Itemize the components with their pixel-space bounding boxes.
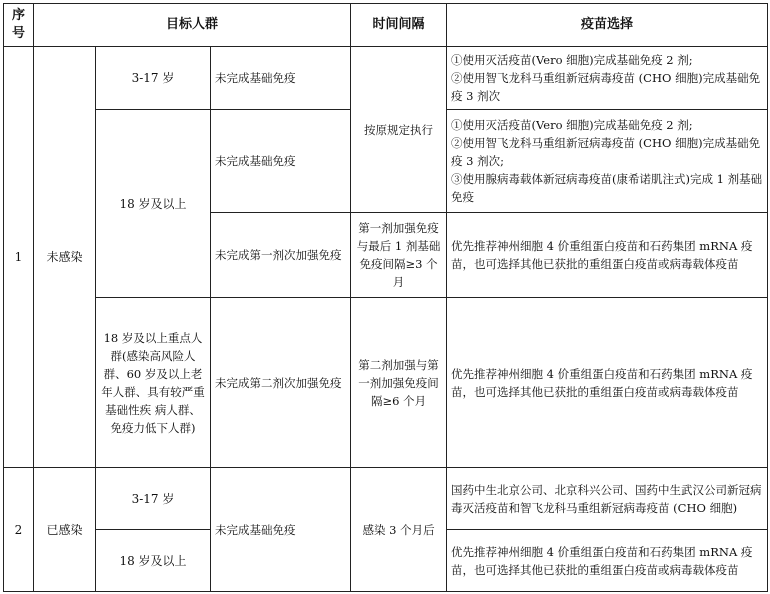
row1-interval-basic: 按原规定执行: [351, 47, 447, 213]
row1-age-18-vaccines: [447, 110, 768, 213]
row1-age-3-17-vaccines: [447, 47, 768, 110]
vaccination-table: [3, 3, 768, 592]
row1-status: 未感染: [34, 47, 96, 468]
row1-age-18: 18 岁及以上: [96, 110, 211, 298]
row1-condition-booster1: 未完成第一剂次加强免疫: [211, 213, 351, 298]
vaccine-option-1: ①使用灭活疫苗(Vero 细胞)完成基础免疫 2 剂;: [451, 118, 693, 132]
row2-interval: 感染 3 个月后: [351, 468, 447, 592]
row1-vaccine-booster1: 优先推荐神州细胞 4 价重组蛋白疫苗和石药集团 mRNA 疫苗，也可选择其他已获批的重组蛋白疫苗或病毒载体疫苗: [447, 213, 768, 298]
row2-vaccine-3-17: 国药中生北京公司、北京科兴公司、国药中生武汉公司新冠病毒灭活疫苗和智飞龙科马重组新冠病毒疫苗 (CHO 细胞): [447, 468, 768, 530]
vaccine-option-3: ③使用腺病毒载体新冠病毒疫苗(康希诺肌注式)完成 1 剂基础免疫: [451, 172, 763, 204]
row2-seq: 2: [4, 468, 34, 592]
row1-interval-booster2: 第二剂加强与第一剂加强免疫间隔≥6 个月: [351, 298, 447, 468]
row1-age-3-17-condition: 未完成基础免疫: [211, 47, 351, 110]
vaccine-option-2: ②使用智飞龙科马重组新冠病毒疫苗 (CHO 细胞)完成基础免疫 3 剂次;: [451, 136, 761, 168]
header-vaccine-choice: 疫苗选择: [447, 4, 768, 47]
header-seq: 序号: [4, 4, 34, 47]
row2-status: 已感染: [34, 468, 96, 592]
row2-vaccine-18: 优先推荐神州细胞 4 价重组蛋白疫苗和石药集团 mRNA 疫苗，也可选择其他已获批的重组蛋白疫苗或病毒载体疫苗: [447, 530, 768, 592]
row1-vaccine-booster2: 优先推荐神州细胞 4 价重组蛋白疫苗和石药集团 mRNA 疫苗，也可选择其他已获批的重组蛋白疫苗或病毒载体疫苗: [447, 298, 768, 468]
row1-high-risk-group: 18 岁及以上重点人群(感染高风险人群、60 岁及以上老年人群、具有较严重基础性疾 病人群、免疫力低下人群): [96, 298, 211, 468]
row1-seq: 1: [4, 47, 34, 468]
header-interval: 时间间隔: [351, 4, 447, 47]
row2-age-3-17: 3-17 岁: [96, 468, 211, 530]
row1-age-3-17: 3-17 岁: [96, 47, 211, 110]
vaccine-option-2: ②使用智飞龙科马重组新冠病毒疫苗 (CHO 细胞)完成基础免疫 3 剂次: [451, 71, 761, 103]
row1-interval-booster1: 第一剂加强免疫与最后 1 剂基础免疫间隔≥3 个月: [351, 213, 447, 298]
header-target-group: 目标人群: [34, 4, 351, 47]
row1-condition-booster2: 未完成第二剂次加强免疫: [211, 298, 351, 468]
row2-condition: 未完成基础免疫: [211, 468, 351, 592]
row1-age-18-condition-basic: 未完成基础免疫: [211, 110, 351, 213]
vaccine-option-1: ①使用灭活疫苗(Vero 细胞)完成基础免疫 2 剂;: [451, 53, 693, 67]
row2-age-18: 18 岁及以上: [96, 530, 211, 592]
